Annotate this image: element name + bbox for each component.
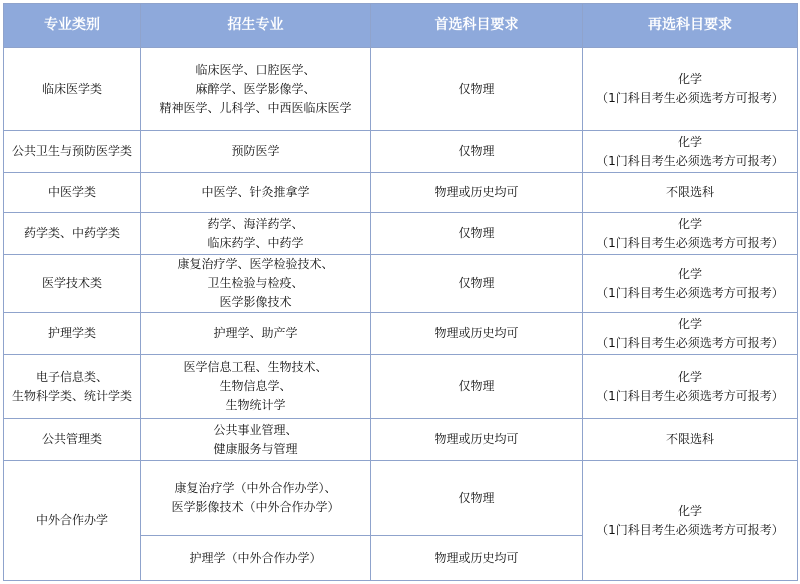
first-subject-cell: 物理或历史均可 [371, 419, 583, 461]
majors-cell: 中医学、针灸推拿学 [141, 173, 371, 213]
second-subject-cell: 化学 （1门科目考生必须选考方可报考） [583, 355, 798, 419]
category-cell: 药学类、中药学类 [4, 213, 141, 255]
category-cell: 中外合作办学 [4, 461, 141, 581]
header-majors: 招生专业 [141, 4, 371, 48]
table-row [4, 255, 798, 313]
first-subject-cell: 物理或历史均可 [371, 173, 583, 213]
table-row [4, 313, 798, 355]
first-subject-cell: 仅物理 [371, 131, 583, 173]
table-row [4, 131, 798, 173]
second-subject-cell: 化学 （1门科目考生必须选考方可报考） [583, 131, 798, 173]
majors-cell: 预防医学 [141, 131, 371, 173]
majors-cell: 临床医学、口腔医学、 麻醉学、医学影像学、 精神医学、儿科学、中西医临床医学 [141, 48, 371, 131]
second-subject-cell: 化学 （1门科目考生必须选考方可报考） [583, 461, 798, 581]
category-cell: 医学技术类 [4, 255, 141, 313]
majors-cell: 护理学（中外合作办学） [141, 536, 371, 581]
majors-cell: 药学、海洋药学、 临床药学、中药学 [141, 213, 371, 255]
category-cell: 公共卫生与预防医学类 [4, 131, 141, 173]
first-subject-cell: 仅物理 [371, 255, 583, 313]
first-subject-cell: 物理或历史均可 [371, 536, 583, 581]
majors-cell: 康复治疗学、医学检验技术、 卫生检验与检疫、 医学影像技术 [141, 255, 371, 313]
table-row [4, 461, 798, 536]
header-second-subject: 再选科目要求 [583, 4, 798, 48]
category-cell: 公共管理类 [4, 419, 141, 461]
majors-cell: 公共事业管理、 健康服务与管理 [141, 419, 371, 461]
majors-cell: 康复治疗学（中外合作办学）、 医学影像技术（中外合作办学） [141, 461, 371, 536]
first-subject-cell: 仅物理 [371, 48, 583, 131]
subject-requirements-table [3, 3, 798, 581]
first-subject-cell: 仅物理 [371, 461, 583, 536]
second-subject-cell: 化学 （1门科目考生必须选考方可报考） [583, 213, 798, 255]
table-row [4, 48, 798, 131]
second-subject-cell: 化学 （1门科目考生必须选考方可报考） [583, 313, 798, 355]
first-subject-cell: 仅物理 [371, 213, 583, 255]
second-subject-cell: 化学 （1门科目考生必须选考方可报考） [583, 255, 798, 313]
table-row [4, 213, 798, 255]
first-subject-cell: 仅物理 [371, 355, 583, 419]
second-subject-cell: 不限选科 [583, 173, 798, 213]
category-cell: 护理学类 [4, 313, 141, 355]
category-cell: 中医学类 [4, 173, 141, 213]
majors-cell: 护理学、助产学 [141, 313, 371, 355]
second-subject-cell: 不限选科 [583, 419, 798, 461]
table-row [4, 355, 798, 419]
category-cell: 电子信息类、 生物科学类、统计学类 [4, 355, 141, 419]
header-category: 专业类别 [4, 4, 141, 48]
table-row [4, 419, 798, 461]
table-row [4, 173, 798, 213]
header-first-subject: 首选科目要求 [371, 4, 583, 48]
category-cell: 临床医学类 [4, 48, 141, 131]
header-row [4, 4, 798, 48]
majors-cell: 医学信息工程、生物技术、 生物信息学、 生物统计学 [141, 355, 371, 419]
first-subject-cell: 物理或历史均可 [371, 313, 583, 355]
second-subject-cell: 化学 （1门科目考生必须选考方可报考） [583, 48, 798, 131]
